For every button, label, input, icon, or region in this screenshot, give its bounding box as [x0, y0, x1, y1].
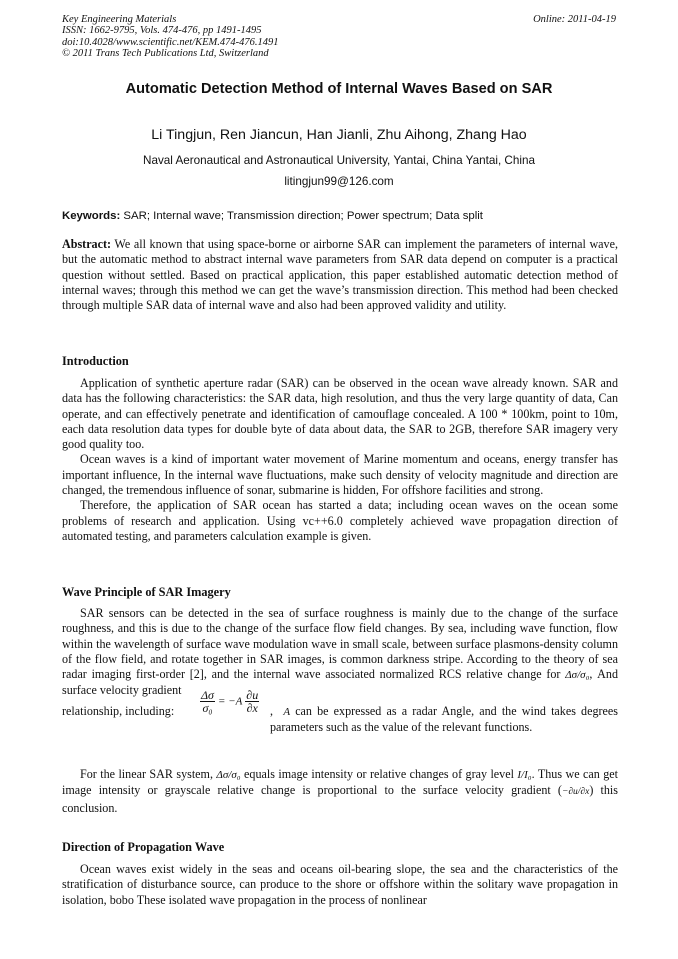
equation-rhs-num: ∂u	[246, 688, 259, 702]
issn-line: ISSN: 1662-9795, Vols. 474-476, pp 1491-1495	[62, 25, 262, 37]
keywords-text: SAR; Internal wave; Transmission direction; Power spectrum; Data split	[120, 210, 483, 222]
intro-paragraph-3: Therefore, the application of SAR ocean has started a data; including ocean waves on the ocean some problems of research and application. Using vc++6.0 completely achieved wave propagation direction of automated testing, and parameters calculation example is given.	[62, 498, 618, 543]
abstract-text: We all known that using space-borne or airborne SAR can implement the parameters of internal wave, but the automatic method to abstract internal wave parameters from SAR data depend on computer is a practical question without settled. Based on practical application, this paper established automatic detection method of internal waves; through this method we can get the wave’s transmission direction. This method had been checked through multiple SAR data of internal wave and also had been approved validity and utility.	[62, 237, 618, 313]
direction-body	[62, 862, 618, 908]
paper-title: Automatic Detection Method of Internal Waves Based on SAR	[125, 81, 553, 97]
math-intensity: I/I₀	[517, 769, 532, 781]
copyright-line: © 2011 Trans Tech Publications Ltd, Switzerland	[62, 47, 269, 59]
equation-lhs	[200, 689, 215, 714]
equation-mid: = −A	[217, 695, 243, 708]
intro-paragraph-2: Ocean waves is a kind of important water movement of Marine momentum and oceans, energy transfer has important influence, In the internal wave fluctuations, make such density of velocity magnitude and direction are changed, the tremendous influence of sonar, submarine is hidden, For offshore facilities and strong.	[62, 452, 618, 498]
equation-block: relationship, including: $\frac{\Delta\sigma}{\text{σ₀}}$ = −A $\frac{\partial u}{\partial x}$ , A can be expressed as a radar Angle, and the wind takes degrees parameters such as the value of the relevant functions.	[62, 688, 618, 735]
intro-paragraph-1: Application of synthetic aperture radar (SAR) can be observed in the ocean wave already known. SAR and data has the following characteristics: the SAR data, high resolution, and thus the very large quantity of data, Can operate, and can effectively penetrate and identification of camouflage concealed. A 100 * 100km, point to 10m, each data resolution data types for double byte of data about data, the SAR to 2GB, therefore SAR imagery very good quality too.	[62, 376, 618, 452]
section-heading-introduction: Introduction	[62, 354, 129, 368]
principle-text-2d: ) this conclusion.	[62, 783, 618, 815]
equation-lhs-num: Δσ	[201, 688, 214, 702]
math-ratio-1: Δσ/σ₀	[565, 669, 590, 682]
direction-paragraph-1: Ocean waves exist widely in the seas and oceans oil-bearing slope, the sea and the characteristics of the stratification of disturbance source, can produce to the shore or offshore within the solitary wave propagation in isolation, bobo These isolated wave propagation in the process of nonlinear	[62, 862, 618, 907]
math-gradient: −∂u/∂x	[561, 787, 590, 798]
keywords	[62, 210, 618, 222]
math-ratio-2: Δσ/σ₀	[216, 769, 241, 781]
journal-name: Key Engineering Materials	[62, 14, 177, 25]
wave-principle-body-1	[62, 606, 618, 699]
equation-rhs	[245, 689, 259, 714]
principle-text-2a: For the linear SAR system,	[80, 767, 213, 781]
principle-text-1c: relationship, including:	[62, 704, 175, 718]
introduction-body	[62, 376, 618, 544]
wave-principle-body-2	[62, 767, 618, 816]
doi-line: doi:10.4028/www.scientific.net/KEM.474-476.1491	[62, 36, 279, 48]
principle-text-1b: , And surface velocity gradient	[62, 667, 618, 698]
principle-text-2b: equals image intensity or relative changes of gray level	[244, 767, 514, 781]
keywords-label: Keywords:	[62, 210, 121, 222]
journal-header	[62, 14, 618, 59]
online-date: Online: 2011-04-19	[533, 14, 616, 25]
equation-rhs-den: ∂x	[246, 701, 258, 715]
abstract-label: Abstract:	[62, 237, 112, 251]
abstract	[62, 237, 618, 313]
principle-text-1d: can be expressed as a radar Angle, and the wind takes degrees parameters such as the value of the relevant functions.	[270, 704, 618, 735]
principle-text-2c: . Thus we can get image intensity or grayscale relative change is proportional to the surface velocity gradient (	[62, 767, 618, 798]
math-symbol-a: A	[283, 706, 291, 718]
principle-text-1a: SAR sensors can be detected in the sea of surface roughness is mainly due to the change of the surface roughness, and this is due to the change of the surface flow field changes. By sea, including wave function, flow within the wavelength of surface wave modulation wave in small scale, between surface plasmons-density column of the flow field, and rotate together in SAR images, is common darkness stripe. According to the theory of sea radar imaging first-order [2], and the internal wave associated normalized RCS relative change for	[62, 606, 618, 682]
section-heading-wave-principle: Wave Principle of SAR Imagery	[62, 585, 231, 599]
section-heading-direction: Direction of Propagation Wave	[62, 840, 225, 854]
author-email: litingjun99@126.com	[284, 175, 394, 188]
author-list: Li Tingjun, Ren Jiancun, Han Jianli, Zhu Aihong, Zhang Hao	[151, 127, 527, 143]
affiliation: Naval Aeronautical and Astronautical University, Yantai, China Yantai, China	[143, 154, 535, 167]
equation-lhs-den: σ₀	[202, 701, 213, 715]
equation	[200, 689, 259, 714]
